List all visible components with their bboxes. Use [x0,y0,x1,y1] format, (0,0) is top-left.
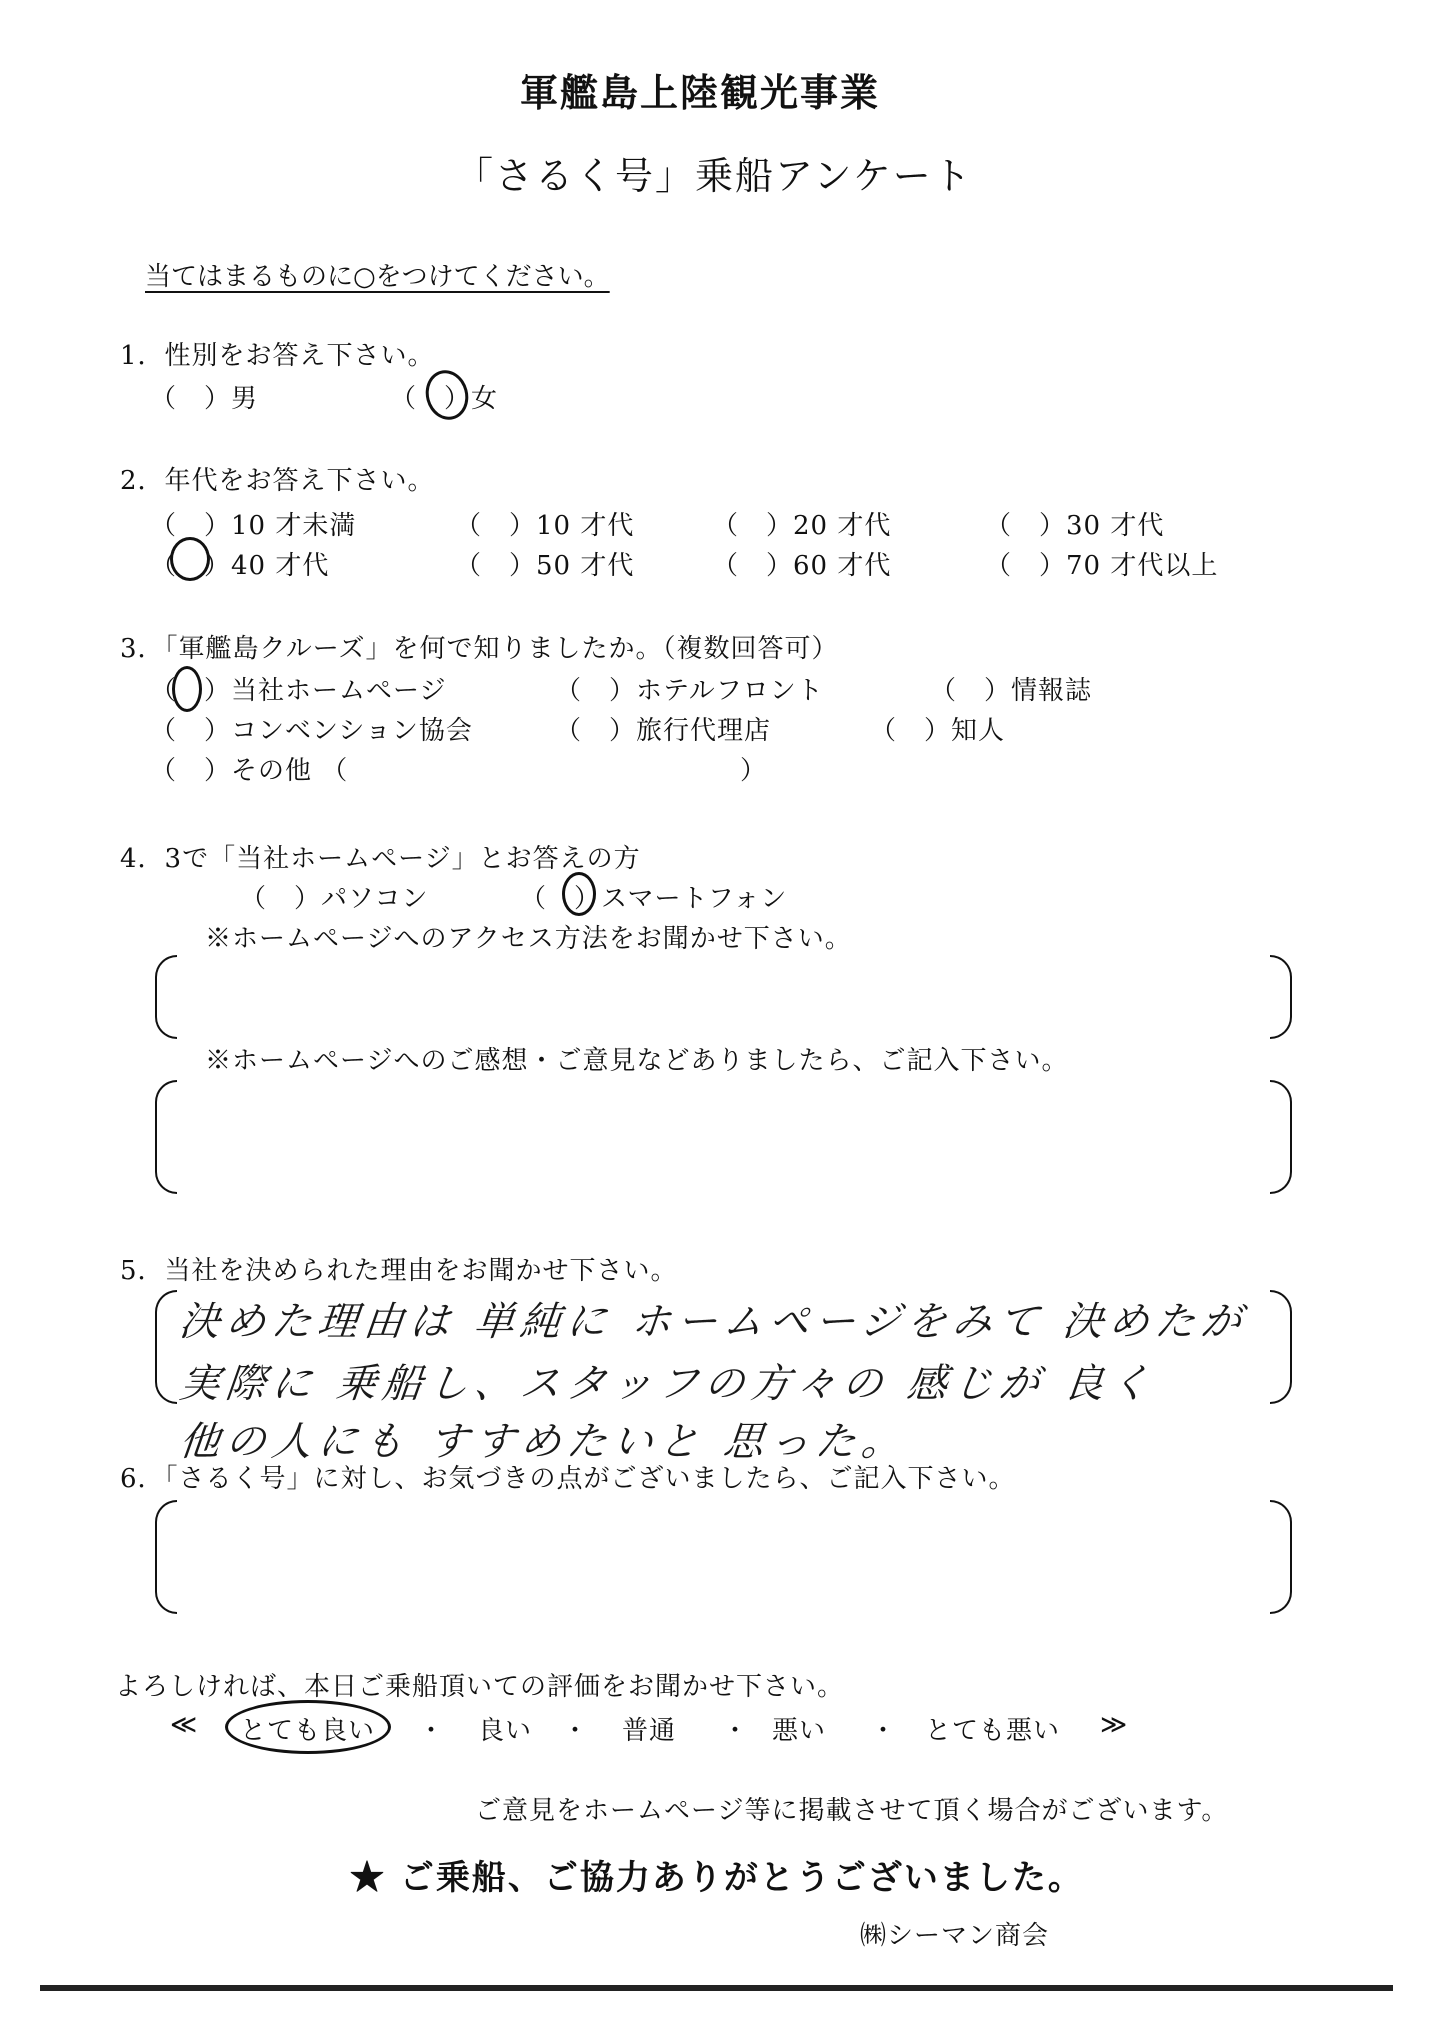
q3-option-travel-agency[interactable]: （ ）旅行代理店 [555,716,772,746]
q4-option-pc[interactable]: （ ）パソコン [240,884,429,914]
rating-label: よろしければ、本日ご乗船頂いての評価をお聞かせ下さい。 [115,1672,845,1702]
q4-feedback-box-left [155,1080,177,1194]
q2-option-30s[interactable]: （ ）30 才代 [985,511,1165,541]
q1-selected-mark [420,365,474,424]
rating-option-average[interactable]: 普通 [622,1716,677,1746]
q5-answer-line-2: 実際に 乗船し、スタッフの方々の 感じが 良く [177,1361,1159,1407]
company-name: ㈱シーマン商会 [860,1921,1050,1951]
q3-option-acquaintance[interactable]: （ ）知人 [870,716,1006,746]
rating-separator-3: ・ [722,1716,750,1746]
rating-close-bracket: ≫ [1100,1710,1129,1740]
q2-option-50s[interactable]: （ ）50 才代 [455,551,635,581]
q6-box-left [155,1500,177,1614]
q2-label: 2．年代をお答え下さい。 [120,466,435,496]
q4-option-smartphone[interactable]: （ ）スマートフォン [520,884,788,914]
q1-option-female[interactable]: （ ）女 [390,384,499,414]
q4-feedback-box-right [1270,1080,1292,1194]
closing-message: ★ ご乗船、ご協力ありがとうございました。 [350,1858,1084,1898]
q4-selected-mark [562,872,596,916]
q2-option-under10[interactable]: （ ）10 才未満 [150,511,357,541]
q5-answer-line-3: 他の人にも すすめたいと 思った。 [177,1419,910,1465]
q5-answer-box-left [155,1290,177,1404]
rating-option-bad[interactable]: 悪い [772,1716,827,1746]
q4-label: 4．3で「当社ホームページ」とお答えの方 [120,844,641,874]
q3-other-close-paren: ） [740,756,768,786]
q4-feedback-prompt: ※ホームページへのご感想・ご意見などありましたら、ご記入下さい。 [205,1046,1069,1076]
rating-selected-mark [225,1700,391,1754]
publication-notice: ご意見をホームページ等に掲載させて頂く場合がございます。 [475,1796,1229,1826]
q3-selected-mark [172,666,202,712]
q6-box-right [1270,1500,1292,1614]
rating-option-good[interactable]: 良い [478,1716,533,1746]
rating-separator-4: ・ [870,1716,898,1746]
rating-open-bracket: ≪ [170,1710,199,1740]
bottom-rule [40,1985,1393,1991]
rating-separator-1: ・ [418,1716,446,1746]
form-subtitle: 「さるく号」乗船アンケート [455,154,973,198]
rating-option-very-good[interactable]: とても良い [240,1716,376,1746]
q2-selected-mark [170,537,210,581]
q3-option-other[interactable]: （ ）その他 （ [150,756,349,786]
q3-option-homepage[interactable]: （ ）当社ホームページ [150,676,447,706]
q3-option-magazine[interactable]: （ ）情報誌 [930,676,1093,706]
q2-option-60s[interactable]: （ ）60 才代 [712,551,892,581]
q3-option-convention[interactable]: （ ）コンベンション協会 [150,716,473,746]
q1-label: 1．性別をお答え下さい。 [120,341,435,371]
q5-answer-line-1: 決めた理由は 単純に ホームページをみて 決めたが [177,1299,1250,1345]
q3-label: 3．「軍艦島クルーズ」を何で知りましたか。（複数回答可） [120,634,839,664]
q3-option-hotel-front[interactable]: （ ）ホテルフロント [555,676,824,706]
q4-access-box-left [155,955,177,1039]
q4-access-prompt: ※ホームページへのアクセス方法をお聞かせ下さい。 [205,924,852,954]
q2-option-70plus[interactable]: （ ）70 才代以上 [985,551,1219,581]
rating-separator-2: ・ [562,1716,590,1746]
form-title: 軍艦島上陸観光事業 [520,70,881,115]
q2-option-10s[interactable]: （ ）10 才代 [455,511,635,541]
q2-option-40s[interactable]: （ ）40 才代 [150,551,330,581]
q2-option-20s[interactable]: （ ）20 才代 [712,511,892,541]
q4-access-box-right [1270,955,1292,1039]
q1-option-male[interactable]: （ ）男 [150,384,259,414]
q6-label: 6．「さるく号」に対し、お気づきの点がございましたら、ご記入下さい。 [120,1464,1016,1494]
rating-option-very-bad[interactable]: とても悪い [925,1716,1061,1746]
q5-label: 5．当社を決められた理由をお聞かせ下さい。 [120,1256,678,1286]
q5-answer-box-right [1270,1290,1292,1404]
instruction-text: 当てはまるものに○をつけてください。 [145,262,610,292]
